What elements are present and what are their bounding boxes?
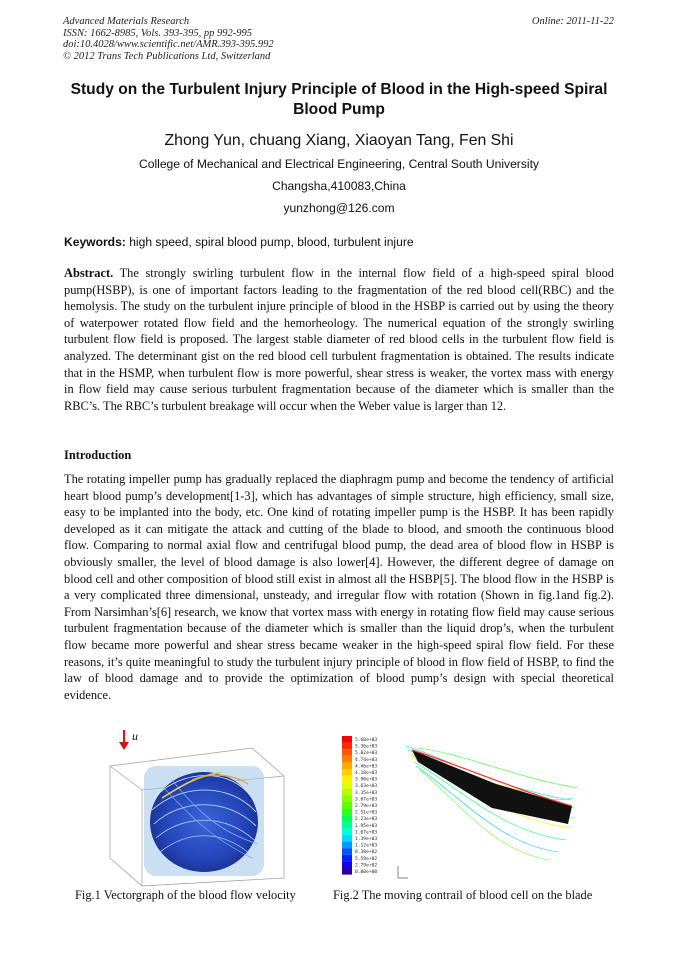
legend-swatch (342, 749, 352, 756)
legend-value: 3.90e+03 (355, 777, 378, 783)
figure-1-vectorgraph (102, 728, 292, 888)
doi: doi:10.4028/www.scientific.net/AMR.393-395.992 (63, 39, 274, 51)
email: yunzhong@126.com (283, 201, 395, 215)
keywords-text: high speed, spiral blood pump, blood, turbulent injure (129, 235, 414, 249)
legend-value: 1.95e+03 (355, 823, 378, 829)
legend-swatch (342, 842, 352, 849)
online-date: Online: 2011-11-22 (531, 16, 614, 27)
velocity-label: u (132, 729, 138, 743)
figure-2-contrail (336, 728, 591, 888)
legend-value: 2.51e+03 (355, 810, 378, 816)
legend-value: 2.79e+03 (355, 804, 378, 809)
axis-triad (398, 866, 408, 878)
legend-value: 1.12e+03 (355, 843, 378, 849)
abstract (64, 265, 614, 414)
legend-value: 3.63e+03 (355, 784, 378, 790)
paper-title: Study on the Turbulent Injury Principle of Blood in the High-speed Spiral Blood Pump (70, 81, 608, 118)
legend-value: 1.67e+03 (355, 830, 378, 836)
legend-value: 1.39e+03 (355, 837, 378, 842)
introduction-heading: Introduction (64, 448, 132, 462)
legend-swatch (342, 868, 352, 875)
legend-value: 2.23e+03 (355, 817, 378, 823)
legend-swatch (342, 795, 352, 802)
legend-swatch (342, 809, 352, 816)
journal-header (63, 16, 274, 62)
legend-swatch (342, 815, 352, 822)
color-legend (342, 736, 377, 875)
legend-value: 4.46e+03 (355, 764, 378, 770)
figures (64, 728, 624, 888)
legend-swatch (342, 769, 352, 776)
legend-value: 4.74e+03 (355, 757, 378, 763)
keywords-label: Keywords: (64, 235, 126, 249)
legend-value: 5.60e+03 (355, 738, 378, 743)
legend-value: 3.35e+03 (355, 790, 378, 796)
legend-swatch (342, 861, 352, 868)
authors: Zhong Yun, chuang Xiang, Xiaoyan Tang, Fen Shi (164, 132, 514, 149)
copyright: © 2012 Trans Tech Publications Ltd, Switzerland (63, 50, 271, 62)
legend-swatch (342, 762, 352, 769)
legend-swatch (342, 822, 352, 829)
legend-value: 5.02e+03 (355, 751, 378, 757)
journal-name: Advanced Materials Research (63, 16, 190, 27)
legend-swatch (342, 756, 352, 763)
issn: ISSN: 1662-8985, Vols. 393-395, pp 992-995 (63, 27, 252, 39)
legend-value: 2.79e+02 (355, 863, 378, 869)
figure-2-caption: Fig.2 The moving contrail of blood cell on the blade (333, 888, 593, 902)
legend-swatch (342, 736, 352, 743)
introduction-text: The rotating impeller pump has gradually replaced the diaphragm pump and become the tendency of artificial heart blood pump’s development[1-3], which has advantages of simple structure, high efficiency, small size, easy to be implanted into the body, etc. One kind of rotating impeller pump is the HSBP. It has been rapidly developed as it can mitigate the attack and cutting of the blade to blood, and smooth the continuous blood flow. Comparing to normal axial flow and centrifugal blood pump, the dead area of blood flow in HSBP is obviously smaller, the level of blood damage is also lower[4]. However, the different degree of damage on blood cell and other composition of blood still exist in almost all the HSBP[5]. The blood flow in the HSBP is a very complicated three dimensional, unsteady, and irregular flow with rotation (Shown in fig.1and fig.2). From Narsimhan’s[6] research, we know that vortex mass with energy in rotating flow field may cause serious turbulent fragmentation because of the diameter which is smaller than the liquid drop’s, when the turbulent flow became more powerful and shear stress became weaker in the high-speed spiral flow field. For these reasons, it’s quite meaningful to study the turbulent injury principle of blood in flow field of HSBP, to find the law of blood damage and to provide the optimization of blood pump’s design with special theoretical evidence. (64, 472, 614, 702)
legend-swatch (342, 802, 352, 809)
keywords (64, 235, 414, 249)
legend-value: 5.59e+02 (355, 856, 378, 862)
legend-swatch (342, 835, 352, 842)
legend-value: 4.18e+03 (355, 771, 378, 776)
velocity-arrow (119, 730, 129, 750)
legend-swatch (342, 743, 352, 750)
legend-swatch (342, 855, 352, 862)
legend-value: 8.38e+02 (355, 850, 378, 856)
legend-value: 5.36e+03 (355, 744, 378, 750)
legend-swatch (342, 776, 352, 783)
legend-value: 3.07e+03 (355, 797, 378, 803)
figure-1-caption: Fig.1 Vectorgraph of the blood flow velocity (75, 888, 296, 902)
legend-value: 0.00e+00 (355, 870, 378, 875)
address: Changsha,410083,China (272, 179, 406, 193)
legend-swatch (342, 848, 352, 855)
abstract-label: Abstract. (64, 266, 114, 280)
legend-swatch (342, 782, 352, 789)
legend-swatch (342, 789, 352, 796)
affiliation: College of Mechanical and Electrical Engineering, Central South University (139, 157, 539, 171)
abstract-text: The strongly swirling turbulent flow in the internal flow field of a high-speed spiral blood pump(HSBP), is one of important factors leading to the fragmentation of the red blood cell(RBC) and the hemolysis. The study on the turbulent injure principle of blood in the HSBP is carried out by using the theory of waterpower rotated flow field and the hemorheology. The numerical equation of the strongly swirling turbulent flow field is proposed. The largest stable diameter of red blood cells in the turbulent flow field is analyzed. The determinant gist on the red blood cell turbulent fragmentation is obtained. The results indicate that in the HSMP, when turbulent flow is more powerful, shear stress is weaker, the vortex mass with energy in flow field may cause serious turbulent fragmentation because of the diameter which is smaller than the RBC’s. The RBC’s turbulent breakage will occur when the Weber value is larger than 12. (64, 266, 614, 413)
legend-swatch (342, 828, 352, 835)
